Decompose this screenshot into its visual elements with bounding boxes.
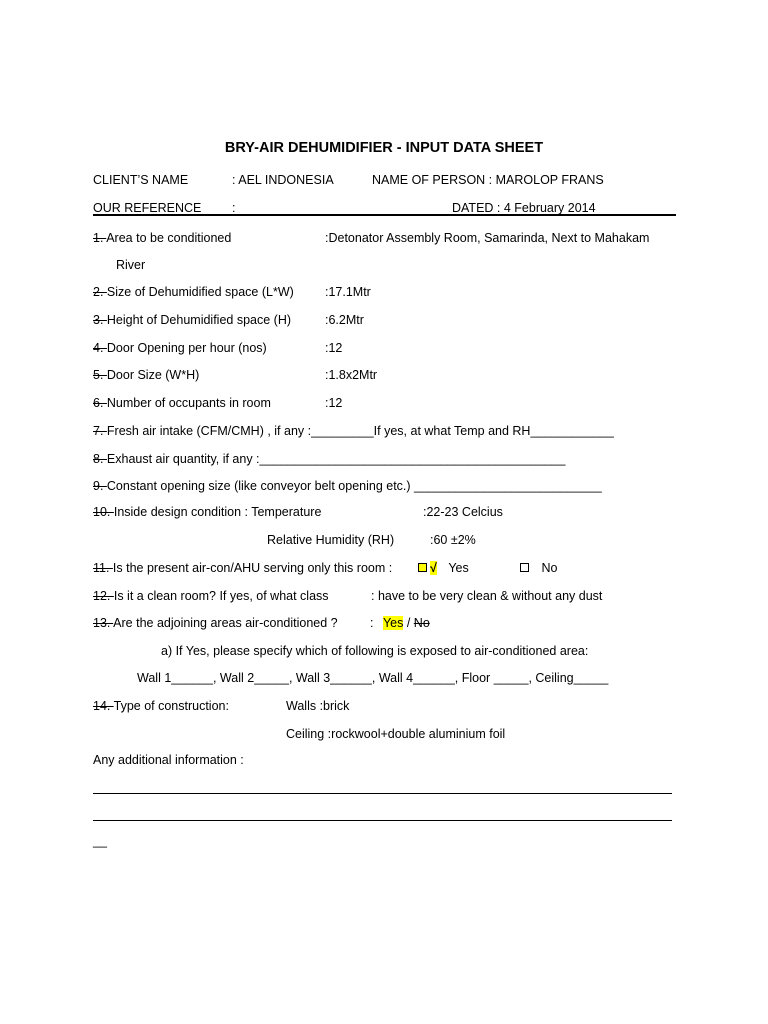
answer-slash: / [403,616,414,630]
answer-no: No [413,616,430,630]
item-8 [93,452,565,466]
item-label: Constant opening size (like conveyor belt opening etc.) ___________________________ [106,479,602,493]
person-name: NAME OF PERSON : MAROLOP FRANS [372,173,604,187]
answer-yes: Yes [382,616,404,630]
rh-label: Relative Humidity (RH) [267,533,395,547]
item-label: Door Opening per hour (nos) [106,341,267,355]
item-number: 13. [93,616,114,630]
item-label: Size of Dehumidified space (L*W) [106,285,294,299]
item-5 [93,368,199,382]
item-number: 11. [93,561,113,575]
ceiling-value: Ceiling :rockwool+double aluminium foil [286,727,506,741]
item-number: 1. [93,231,107,245]
rh-value: :60 ±2% [430,533,476,547]
item-2-value: :17.1Mtr [325,285,371,299]
item-1 [93,231,231,245]
item-12-value: : have to be very clean & without any dust [371,589,603,603]
reference-label: OUR REFERENCE [93,201,202,215]
no-checkbox[interactable] [520,563,529,572]
item-number: 4. [93,341,107,355]
additional-info-line-2[interactable] [93,820,672,821]
item-7 [93,424,614,438]
walls-value: Walls :brick [286,699,350,713]
additional-info-line-1[interactable] [93,793,672,794]
item-3-value: :6.2Mtr [325,313,364,327]
item-1-value: :Detonator Assembly Room, Samarinda, Next to Mahakam [325,231,650,245]
item-number: 10. [93,505,114,519]
item-label: Type of construction: [113,699,229,713]
item-label: Are the adjoining areas air-conditioned ? [113,616,338,630]
item-6 [93,396,271,410]
item-label: Fresh air intake (CFM/CMH) , if any :_________If yes, at what Temp and RH____________ [106,424,614,438]
yes-checkbox[interactable] [418,563,427,572]
item-2 [93,285,294,299]
item-1-value-cont: River [116,258,146,272]
additional-info-label: Any additional information : [93,753,244,767]
item-10 [93,505,321,519]
item-13-sub-a: a) If Yes, please specify which of following is exposed to air-conditioned area: [161,644,589,658]
item-12 [93,589,329,603]
item-number: 9. [93,479,107,493]
item-label: Area to be conditioned [106,231,232,245]
yes-option[interactable] [418,561,469,575]
item-number: 7. [93,424,107,438]
no-option[interactable] [520,561,557,575]
answer-colon: : [370,616,374,630]
item-label: Door Size (W*H) [106,368,200,382]
item-label: Is the present air-con/AHU serving only this room : [112,561,393,575]
additional-info-tail: __ [93,834,107,848]
item-label: Is it a clean room? If yes, of what class [113,589,329,603]
item-number: 8. [93,452,107,466]
check-mark-icon: √ [430,561,437,575]
item-11 [93,561,392,575]
item-13-answer [370,616,430,630]
item-number: 5. [93,368,107,382]
walls-exposure-line: Wall 1______, Wall 2_____, Wall 3______, Wall 4______, Floor _____, Ceiling_____ [137,671,609,685]
client-name-label: CLIENT’S NAME [93,173,189,187]
item-number: 3. [93,313,107,327]
item-5-value: :1.8x2Mtr [325,368,378,382]
item-14 [93,699,229,713]
item-3 [93,313,291,327]
yes-label: Yes [448,561,469,575]
item-number: 12. [93,589,114,603]
item-4-value: :12 [325,341,343,355]
item-label: Height of Dehumidified space (H) [106,313,292,327]
no-label: No [541,561,558,575]
reference-value: : [232,201,236,215]
header-divider [93,214,676,216]
item-label: Number of occupants in room [106,396,271,410]
item-label: Inside design condition : Temperature [113,505,322,519]
item-9 [93,479,602,493]
item-number: 14. [93,699,114,713]
item-number: 2. [93,285,107,299]
item-13 [93,616,338,630]
page-title: BRY-AIR DEHUMIDIFIER - INPUT DATA SHEET [224,140,544,156]
item-number: 6. [93,396,107,410]
client-name-value: : AEL INDONESIA [232,173,334,187]
dated: DATED : 4 February 2014 [452,201,596,215]
item-4 [93,341,267,355]
item-label: Exhaust air quantity, if any :____________________________________________ [106,452,566,466]
temperature-value: :22-23 Celcius [423,505,503,519]
item-6-value: :12 [325,396,343,410]
